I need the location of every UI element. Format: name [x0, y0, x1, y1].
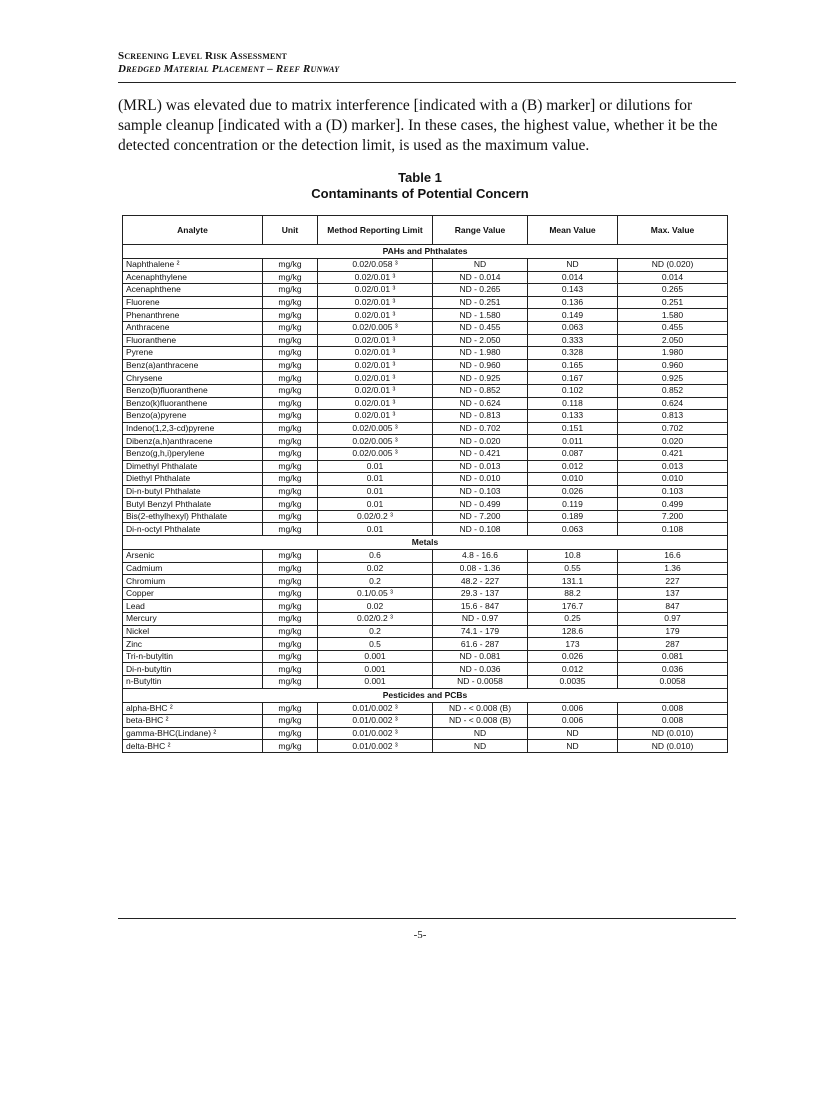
mrl-cell: 0.01/0.002 ³	[318, 727, 433, 740]
max-cell: ND (0.020)	[618, 259, 728, 272]
max-cell: 0.960	[618, 359, 728, 372]
col-header-range: Range Value	[433, 216, 528, 245]
range-cell: 29.3 - 137	[433, 587, 528, 600]
unit-cell: mg/kg	[263, 372, 318, 385]
mean-cell: 0.118	[528, 397, 618, 410]
max-cell: 0.852	[618, 384, 728, 397]
table-row	[123, 284, 728, 297]
mrl-cell: 0.01	[318, 498, 433, 511]
section-title: PAHs and Phthalates	[123, 245, 728, 259]
mean-cell: 0.151	[528, 422, 618, 435]
range-cell: ND - < 0.008 (B)	[433, 702, 528, 715]
unit-cell: mg/kg	[263, 727, 318, 740]
mean-cell: 0.102	[528, 384, 618, 397]
max-cell: 287	[618, 638, 728, 651]
analyte-cell: Nickel	[123, 625, 263, 638]
range-cell: ND - 0.081	[433, 650, 528, 663]
range-cell: ND - 0.265	[433, 284, 528, 297]
mean-cell: 0.010	[528, 473, 618, 486]
mrl-cell: 0.02/0.005 ³	[318, 447, 433, 460]
mean-cell: ND	[528, 727, 618, 740]
mean-cell: 0.087	[528, 447, 618, 460]
mean-cell: 0.006	[528, 702, 618, 715]
table-header-row	[123, 216, 728, 245]
range-cell: ND	[433, 259, 528, 272]
table-row	[123, 309, 728, 322]
mrl-cell: 0.001	[318, 650, 433, 663]
unit-cell: mg/kg	[263, 422, 318, 435]
analyte-cell: gamma-BHC(Lindane) ²	[123, 727, 263, 740]
table-body	[123, 245, 728, 753]
table-title: Table 1	[398, 170, 442, 185]
unit-cell: mg/kg	[263, 384, 318, 397]
unit-cell: mg/kg	[263, 347, 318, 360]
max-cell: 0.008	[618, 715, 728, 728]
max-cell: 2.050	[618, 334, 728, 347]
max-cell: 0.013	[618, 460, 728, 473]
mrl-cell: 0.02/0.01 ³	[318, 397, 433, 410]
range-cell: ND - < 0.008 (B)	[433, 715, 528, 728]
page-number: -5-	[413, 929, 427, 941]
max-cell: 179	[618, 625, 728, 638]
range-cell: 0.08 - 1.36	[433, 562, 528, 575]
analyte-cell: Cadmium	[123, 562, 263, 575]
unit-cell: mg/kg	[263, 550, 318, 563]
mean-cell: 0.136	[528, 296, 618, 309]
table-row	[123, 422, 728, 435]
max-cell: 0.421	[618, 447, 728, 460]
mrl-cell: 0.02/0.005 ³	[318, 422, 433, 435]
range-cell: ND - 0.014	[433, 271, 528, 284]
range-cell: ND - 0.813	[433, 410, 528, 423]
analyte-cell: Benzo(b)fluoranthene	[123, 384, 263, 397]
range-cell: 4.8 - 16.6	[433, 550, 528, 563]
mean-cell: 0.165	[528, 359, 618, 372]
table-row	[123, 638, 728, 651]
range-cell: ND - 0.013	[433, 460, 528, 473]
max-cell: 0.0058	[618, 676, 728, 689]
max-cell: 0.008	[618, 702, 728, 715]
range-cell: 74.1 - 179	[433, 625, 528, 638]
body-paragraph: (MRL) was elevated due to matrix interference [indicated with a (B) marker] or dilutions for sample cleanup [indicated with a (D) marker]. In these cases, the highest value, whether it be the detected concentration or the detection limit, is used as the maximum value.	[118, 97, 718, 154]
unit-cell: mg/kg	[263, 498, 318, 511]
table-row	[123, 334, 728, 347]
table-row	[123, 296, 728, 309]
analyte-cell: alpha-BHC ²	[123, 702, 263, 715]
range-cell: ND - 0.499	[433, 498, 528, 511]
range-cell: ND - 0.925	[433, 372, 528, 385]
range-cell: ND - 1.980	[433, 347, 528, 360]
max-cell: 0.265	[618, 284, 728, 297]
table-row	[123, 613, 728, 626]
analyte-cell: Zinc	[123, 638, 263, 651]
max-cell: 0.925	[618, 372, 728, 385]
unit-cell: mg/kg	[263, 575, 318, 588]
table-row	[123, 460, 728, 473]
mrl-cell: 0.01/0.002 ³	[318, 715, 433, 728]
unit-cell: mg/kg	[263, 485, 318, 498]
table-row	[123, 447, 728, 460]
unit-cell: mg/kg	[263, 359, 318, 372]
analyte-cell: Butyl Benzyl Phthalate	[123, 498, 263, 511]
table-row	[123, 510, 728, 523]
max-cell: 0.103	[618, 485, 728, 498]
mrl-cell: 0.02/0.01 ³	[318, 384, 433, 397]
table-row	[123, 715, 728, 728]
mean-cell: 0.55	[528, 562, 618, 575]
unit-cell: mg/kg	[263, 259, 318, 272]
max-cell: 0.010	[618, 473, 728, 486]
unit-cell: mg/kg	[263, 523, 318, 536]
mrl-cell: 0.2	[318, 575, 433, 588]
range-cell: ND - 0.103	[433, 485, 528, 498]
table-row	[123, 575, 728, 588]
range-cell: 15.6 - 847	[433, 600, 528, 613]
analyte-cell: Fluoranthene	[123, 334, 263, 347]
max-cell: 0.702	[618, 422, 728, 435]
max-cell: 1.980	[618, 347, 728, 360]
header-line-2: Dredged Material Placement – Reef Runway	[118, 63, 340, 75]
unit-cell: mg/kg	[263, 447, 318, 460]
unit-cell: mg/kg	[263, 625, 318, 638]
mean-cell: 0.189	[528, 510, 618, 523]
mrl-cell: 0.01	[318, 473, 433, 486]
max-cell: 7.200	[618, 510, 728, 523]
max-cell: 0.813	[618, 410, 728, 423]
mrl-cell: 0.02/0.01 ³	[318, 334, 433, 347]
footer-rule	[118, 918, 736, 919]
mean-cell: 173	[528, 638, 618, 651]
mean-cell: 0.063	[528, 523, 618, 536]
analyte-cell: Di-n-butyl Phthalate	[123, 485, 263, 498]
analyte-cell: Di-n-octyl Phthalate	[123, 523, 263, 536]
unit-cell: mg/kg	[263, 321, 318, 334]
mean-cell: 0.25	[528, 613, 618, 626]
unit-cell: mg/kg	[263, 296, 318, 309]
range-cell: ND	[433, 740, 528, 753]
max-cell: 0.108	[618, 523, 728, 536]
unit-cell: mg/kg	[263, 473, 318, 486]
mean-cell: 0.063	[528, 321, 618, 334]
table-row	[123, 435, 728, 448]
unit-cell: mg/kg	[263, 284, 318, 297]
unit-cell: mg/kg	[263, 435, 318, 448]
mrl-cell: 0.001	[318, 676, 433, 689]
mrl-cell: 0.02/0.01 ³	[318, 372, 433, 385]
unit-cell: mg/kg	[263, 460, 318, 473]
analyte-cell: Dimethyl Phthalate	[123, 460, 263, 473]
mrl-cell: 0.02/0.01 ³	[318, 309, 433, 322]
max-cell: 227	[618, 575, 728, 588]
max-cell: 1.580	[618, 309, 728, 322]
max-cell: 0.624	[618, 397, 728, 410]
analyte-cell: Di-n-butyltin	[123, 663, 263, 676]
analyte-cell: delta-BHC ²	[123, 740, 263, 753]
max-cell: 0.499	[618, 498, 728, 511]
max-cell: 0.455	[618, 321, 728, 334]
col-header-max: Max. Value	[618, 216, 728, 245]
mean-cell: 0.006	[528, 715, 618, 728]
unit-cell: mg/kg	[263, 663, 318, 676]
range-cell: ND - 1.580	[433, 309, 528, 322]
unit-cell: mg/kg	[263, 334, 318, 347]
analyte-cell: Fluorene	[123, 296, 263, 309]
mean-cell: 0.026	[528, 485, 618, 498]
range-cell: ND - 0.036	[433, 663, 528, 676]
unit-cell: mg/kg	[263, 410, 318, 423]
max-cell: 0.020	[618, 435, 728, 448]
analyte-cell: Acenaphthene	[123, 284, 263, 297]
unit-cell: mg/kg	[263, 650, 318, 663]
analyte-cell: Naphthalene ²	[123, 259, 263, 272]
range-cell: ND - 0.455	[433, 321, 528, 334]
analyte-cell: Benzo(g,h,i)perylene	[123, 447, 263, 460]
mean-cell: 10.8	[528, 550, 618, 563]
mrl-cell: 0.02/0.01 ³	[318, 347, 433, 360]
unit-cell: mg/kg	[263, 613, 318, 626]
analyte-cell: n-Butyltin	[123, 676, 263, 689]
max-cell: 0.081	[618, 650, 728, 663]
table-row	[123, 625, 728, 638]
max-cell: 847	[618, 600, 728, 613]
mean-cell: 0.014	[528, 271, 618, 284]
max-cell: 0.036	[618, 663, 728, 676]
table-row	[123, 587, 728, 600]
range-cell: ND - 0.020	[433, 435, 528, 448]
unit-cell: mg/kg	[263, 587, 318, 600]
analyte-cell: Phenanthrene	[123, 309, 263, 322]
mrl-cell: 0.02/0.01 ³	[318, 284, 433, 297]
analyte-cell: Chromium	[123, 575, 263, 588]
section-title: Pesticides and PCBs	[123, 688, 728, 702]
analyte-cell: Tri-n-butyltin	[123, 650, 263, 663]
range-cell: 48.2 - 227	[433, 575, 528, 588]
table-row	[123, 359, 728, 372]
mrl-cell: 0.02/0.01 ³	[318, 410, 433, 423]
table-row	[123, 259, 728, 272]
table-row	[123, 740, 728, 753]
mrl-cell: 0.02/0.005 ³	[318, 435, 433, 448]
section-header-row	[123, 245, 728, 259]
range-cell: ND - 0.97	[433, 613, 528, 626]
analyte-cell: Acenaphthylene	[123, 271, 263, 284]
max-cell: ND (0.010)	[618, 727, 728, 740]
range-cell: ND - 0.421	[433, 447, 528, 460]
analyte-cell: Indeno(1,2,3-cd)pyrene	[123, 422, 263, 435]
table-row	[123, 384, 728, 397]
col-header-analyte: Analyte	[123, 216, 263, 245]
mean-cell: ND	[528, 259, 618, 272]
mrl-cell: 0.02/0.2 ³	[318, 510, 433, 523]
max-cell: 137	[618, 587, 728, 600]
unit-cell: mg/kg	[263, 676, 318, 689]
table-row	[123, 498, 728, 511]
unit-cell: mg/kg	[263, 309, 318, 322]
mrl-cell: 0.01/0.002 ³	[318, 702, 433, 715]
mrl-cell: 0.01/0.002 ³	[318, 740, 433, 753]
range-cell: ND - 0.960	[433, 359, 528, 372]
table-row	[123, 650, 728, 663]
range-cell: ND - 0.702	[433, 422, 528, 435]
max-cell: 16.6	[618, 550, 728, 563]
section-header-row	[123, 688, 728, 702]
table-row	[123, 485, 728, 498]
table-row	[123, 600, 728, 613]
mean-cell: 0.026	[528, 650, 618, 663]
table-row	[123, 523, 728, 536]
max-cell: ND (0.010)	[618, 740, 728, 753]
mean-cell: ND	[528, 740, 618, 753]
mrl-cell: 0.02	[318, 562, 433, 575]
range-cell: ND - 0.0058	[433, 676, 528, 689]
analyte-cell: beta-BHC ²	[123, 715, 263, 728]
mean-cell: 0.167	[528, 372, 618, 385]
max-cell: 0.251	[618, 296, 728, 309]
header-rule	[118, 82, 736, 83]
unit-cell: mg/kg	[263, 740, 318, 753]
analyte-cell: Anthracene	[123, 321, 263, 334]
mean-cell: 131.1	[528, 575, 618, 588]
range-cell: 61.6 - 287	[433, 638, 528, 651]
table-row	[123, 562, 728, 575]
mean-cell: 88.2	[528, 587, 618, 600]
mean-cell: 176.7	[528, 600, 618, 613]
mean-cell: 0.011	[528, 435, 618, 448]
table-row	[123, 397, 728, 410]
mrl-cell: 0.6	[318, 550, 433, 563]
analyte-cell: Arsenic	[123, 550, 263, 563]
max-cell: 0.97	[618, 613, 728, 626]
unit-cell: mg/kg	[263, 271, 318, 284]
mrl-cell: 0.001	[318, 663, 433, 676]
analyte-cell: Lead	[123, 600, 263, 613]
unit-cell: mg/kg	[263, 638, 318, 651]
analyte-cell: Benzo(k)fluoranthene	[123, 397, 263, 410]
table-row	[123, 347, 728, 360]
table-row	[123, 550, 728, 563]
mean-cell: 0.333	[528, 334, 618, 347]
section-title: Metals	[123, 536, 728, 550]
contaminants-table	[122, 215, 728, 753]
range-cell: ND - 0.251	[433, 296, 528, 309]
table-row	[123, 663, 728, 676]
analyte-cell: Benz(a)anthracene	[123, 359, 263, 372]
analyte-cell: Dibenz(a,h)anthracene	[123, 435, 263, 448]
col-header-mean: Mean Value	[528, 216, 618, 245]
range-cell: ND - 0.624	[433, 397, 528, 410]
table-row	[123, 321, 728, 334]
range-cell: ND - 0.108	[433, 523, 528, 536]
col-header-unit: Unit	[263, 216, 318, 245]
mean-cell: 128.6	[528, 625, 618, 638]
unit-cell: mg/kg	[263, 562, 318, 575]
analyte-cell: Chrysene	[123, 372, 263, 385]
col-header-mrl: Method Reporting Limit	[318, 216, 433, 245]
unit-cell: mg/kg	[263, 510, 318, 523]
header-line-1: Screening Level Risk Assessment	[118, 50, 288, 62]
mean-cell: 0.133	[528, 410, 618, 423]
mrl-cell: 0.02/0.01 ³	[318, 359, 433, 372]
table-row	[123, 271, 728, 284]
range-cell: ND - 0.010	[433, 473, 528, 486]
mean-cell: 0.328	[528, 347, 618, 360]
unit-cell: mg/kg	[263, 715, 318, 728]
table-row	[123, 372, 728, 385]
section-header-row	[123, 536, 728, 550]
range-cell: ND - 0.852	[433, 384, 528, 397]
range-cell: ND	[433, 727, 528, 740]
analyte-cell: Benzo(a)pyrene	[123, 410, 263, 423]
mrl-cell: 0.02/0.2 ³	[318, 613, 433, 626]
table-row	[123, 676, 728, 689]
mean-cell: 0.149	[528, 309, 618, 322]
max-cell: 0.014	[618, 271, 728, 284]
mean-cell: 0.143	[528, 284, 618, 297]
mrl-cell: 0.01	[318, 460, 433, 473]
mrl-cell: 0.02/0.01 ³	[318, 271, 433, 284]
range-cell: ND - 7.200	[433, 510, 528, 523]
mrl-cell: 0.2	[318, 625, 433, 638]
mrl-cell: 0.01	[318, 485, 433, 498]
table-row	[123, 727, 728, 740]
mrl-cell: 0.02/0.058 ³	[318, 259, 433, 272]
mrl-cell: 0.02	[318, 600, 433, 613]
unit-cell: mg/kg	[263, 397, 318, 410]
mrl-cell: 0.02/0.01 ³	[318, 296, 433, 309]
analyte-cell: Mercury	[123, 613, 263, 626]
mean-cell: 0.119	[528, 498, 618, 511]
mean-cell: 0.012	[528, 663, 618, 676]
table-row	[123, 702, 728, 715]
range-cell: ND - 2.050	[433, 334, 528, 347]
table-row	[123, 410, 728, 423]
analyte-cell: Pyrene	[123, 347, 263, 360]
analyte-cell: Bis(2-ethylhexyl) Phthalate	[123, 510, 263, 523]
analyte-cell: Copper	[123, 587, 263, 600]
mrl-cell: 0.5	[318, 638, 433, 651]
table-subtitle: Contaminants of Potential Concern	[311, 186, 529, 201]
running-header	[118, 50, 339, 76]
mean-cell: 0.012	[528, 460, 618, 473]
mrl-cell: 0.01	[318, 523, 433, 536]
analyte-cell: Diethyl Phthalate	[123, 473, 263, 486]
max-cell: 1.36	[618, 562, 728, 575]
table-row	[123, 473, 728, 486]
mean-cell: 0.0035	[528, 676, 618, 689]
mrl-cell: 0.02/0.005 ³	[318, 321, 433, 334]
mrl-cell: 0.1/0.05 ³	[318, 587, 433, 600]
unit-cell: mg/kg	[263, 600, 318, 613]
unit-cell: mg/kg	[263, 702, 318, 715]
